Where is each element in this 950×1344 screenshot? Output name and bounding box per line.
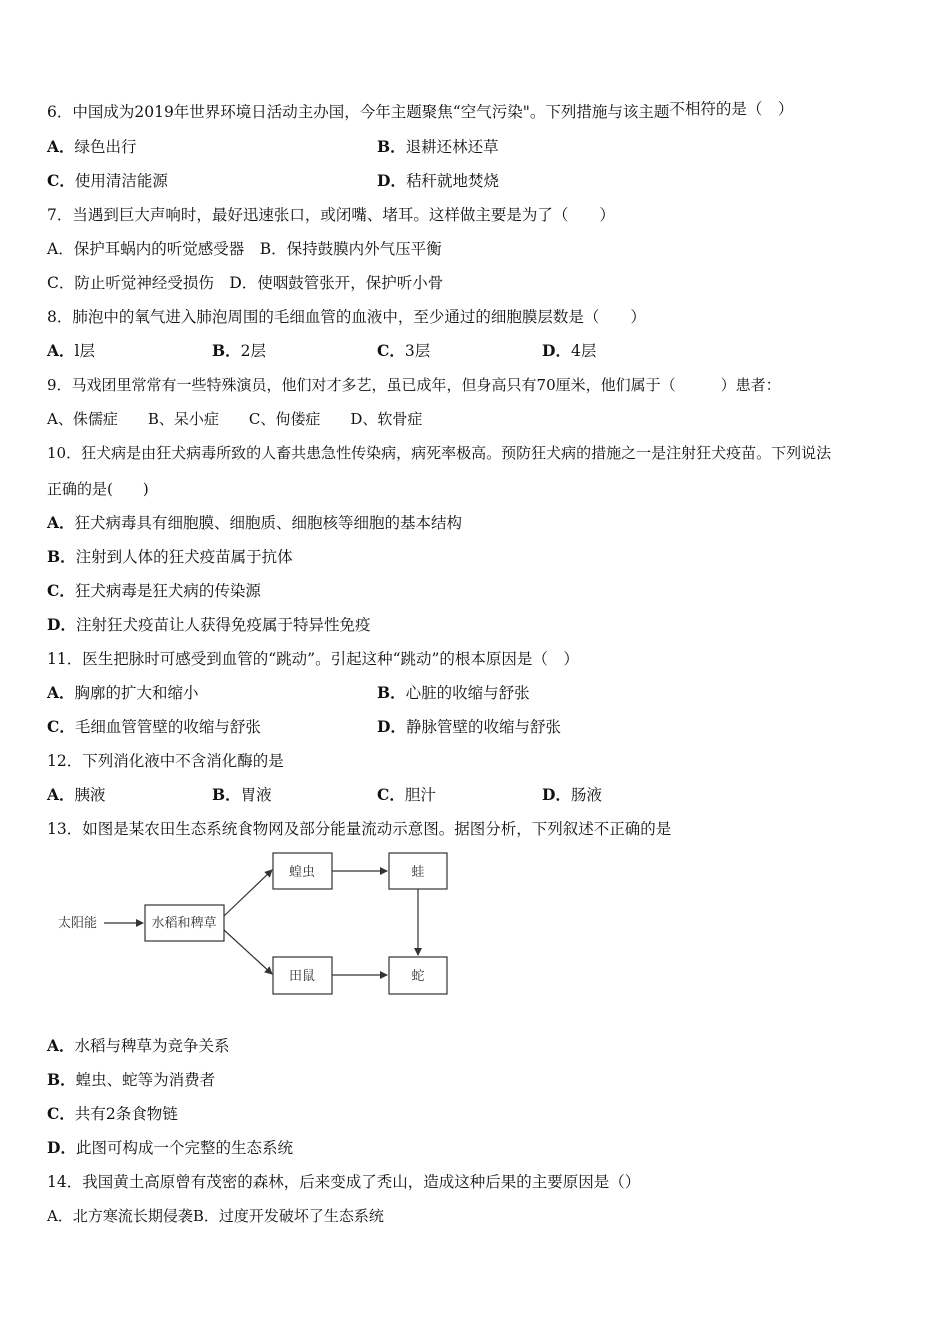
q7-options-line2[interactable]: C．防止听觉神经受损伤 D．使咽鼓管张开，保护听小骨	[47, 274, 444, 292]
q13-option-b[interactable]: B．蝗虫、蛇等为消费者	[47, 1070, 216, 1089]
q9-stem: 9．马戏团里常常有一些特殊演员，他们对才多艺，虽已成年，但身高只有70厘米，他们属于（ ）患者：	[47, 376, 781, 394]
q12-option-b[interactable]: B．胃液	[212, 785, 272, 804]
q11-option-a[interactable]: A．胸廓的扩大和缩小	[47, 683, 199, 702]
sun-energy-label: 太阳能	[58, 916, 98, 931]
q10-option-c[interactable]: C．狂犬病毒是狂犬病的传染源	[47, 581, 261, 600]
q12-stem: 12．下列消化液中不含消化酶的是	[47, 752, 284, 770]
q11-stem: 11．医生把脉时可感受到血管的“跳动”。引起这种“跳动”的根本原因是（ ）	[47, 650, 579, 668]
mouse-label: 田鼠	[288, 969, 316, 984]
q10-stem: 10．狂犬病是由狂犬病毒所致的人畜共患急性传染病，病死率极高。预防狂犬病的措施之一是注射狂犬疫苗。下列说法	[47, 444, 832, 462]
plants-label: 水稻和稗草	[151, 916, 217, 931]
q12-option-c[interactable]: C．胆汁	[377, 785, 436, 804]
q8-option-a[interactable]: A．l层	[47, 341, 95, 360]
q12-option-d[interactable]: D．肠液	[542, 785, 602, 804]
q10-option-b[interactable]: B．注射到人体的狂犬疫苗属于抗体	[47, 547, 293, 566]
q13-stem: 13．如图是某农田生态系统食物网及部分能量流动示意图。据图分析，下列叙述不正确的是	[47, 820, 672, 838]
snake-label: 蛇	[411, 969, 425, 984]
q10-option-a[interactable]: A．狂犬病毒具有细胞膜、细胞质、细胞核等细胞的基本结构	[47, 513, 463, 532]
frog-label: 蛙	[411, 865, 425, 880]
q6-option-b[interactable]: B．退耕还林还草	[377, 137, 499, 156]
locust-label: 蝗虫	[288, 865, 316, 880]
q12-option-a[interactable]: A．胰液	[47, 785, 106, 804]
q7-stem: 7．当遇到巨大声响时，最好迅速张口，或闭嘴、堵耳。这样做主要是为了（ ）	[47, 206, 615, 224]
q8-option-b[interactable]: B．2层	[212, 341, 266, 360]
arrow-plants-to-locust	[224, 870, 272, 916]
q6-option-d[interactable]: D．秸秆就地焚烧	[377, 171, 499, 190]
q10-option-d[interactable]: D．注射狂犬疫苗让人获得免疫属于特异性免疫	[47, 615, 371, 634]
q6-stem-text: 6．中国成为2019年世界环境日活动主办国，今年主题聚焦“空气污染"。下列措施与该主题	[47, 103, 670, 121]
q6-option-a[interactable]: A．绿色出行	[47, 137, 137, 156]
q13-option-c[interactable]: C．共有2条食物链	[47, 1104, 178, 1123]
q11-option-d[interactable]: D．静脉管壁的收缩与舒张	[377, 717, 561, 736]
q6-stem-tail: 不相符的是（ ）	[669, 100, 794, 118]
q8-option-c[interactable]: C．3层	[377, 341, 431, 360]
q8-stem: 8．肺泡中的氧气进入肺泡周围的毛细血管的血液中，至少通过的细胞膜层数是（ ）	[47, 308, 646, 326]
q9-options[interactable]: A、侏儒症 B、呆小症 C、佝偻症 D、软骨症	[47, 410, 423, 428]
q11-option-b[interactable]: B．心脏的收缩与舒张	[377, 683, 530, 702]
q10-stem-cont: 正确的是( )	[47, 480, 149, 498]
q13-option-a[interactable]: A．水稻与稗草为竞争关系	[47, 1036, 230, 1055]
q14-options[interactable]: A．北方寒流长期侵袭B．过度开发破坏了生态系统	[47, 1207, 384, 1225]
arrow-plants-to-mouse	[224, 930, 272, 974]
q6-stem	[47, 102, 793, 122]
q8-option-d[interactable]: D．4层	[542, 341, 597, 360]
q14-stem: 14．我国黄土高原曾有茂密的森林，后来变成了秃山，造成这种后果的主要原因是（）	[47, 1173, 641, 1191]
q11-option-c[interactable]: C．毛细血管管壁的收缩与舒张	[47, 717, 261, 736]
q6-option-c[interactable]: C．使用清洁能源	[47, 171, 168, 190]
q13-option-d[interactable]: D．此图可构成一个完整的生态系统	[47, 1138, 293, 1157]
food-web-diagram	[50, 848, 460, 1000]
q7-options-line1[interactable]: A．保护耳蜗内的听觉感受器 B．保持鼓膜内外气压平衡	[47, 240, 442, 258]
